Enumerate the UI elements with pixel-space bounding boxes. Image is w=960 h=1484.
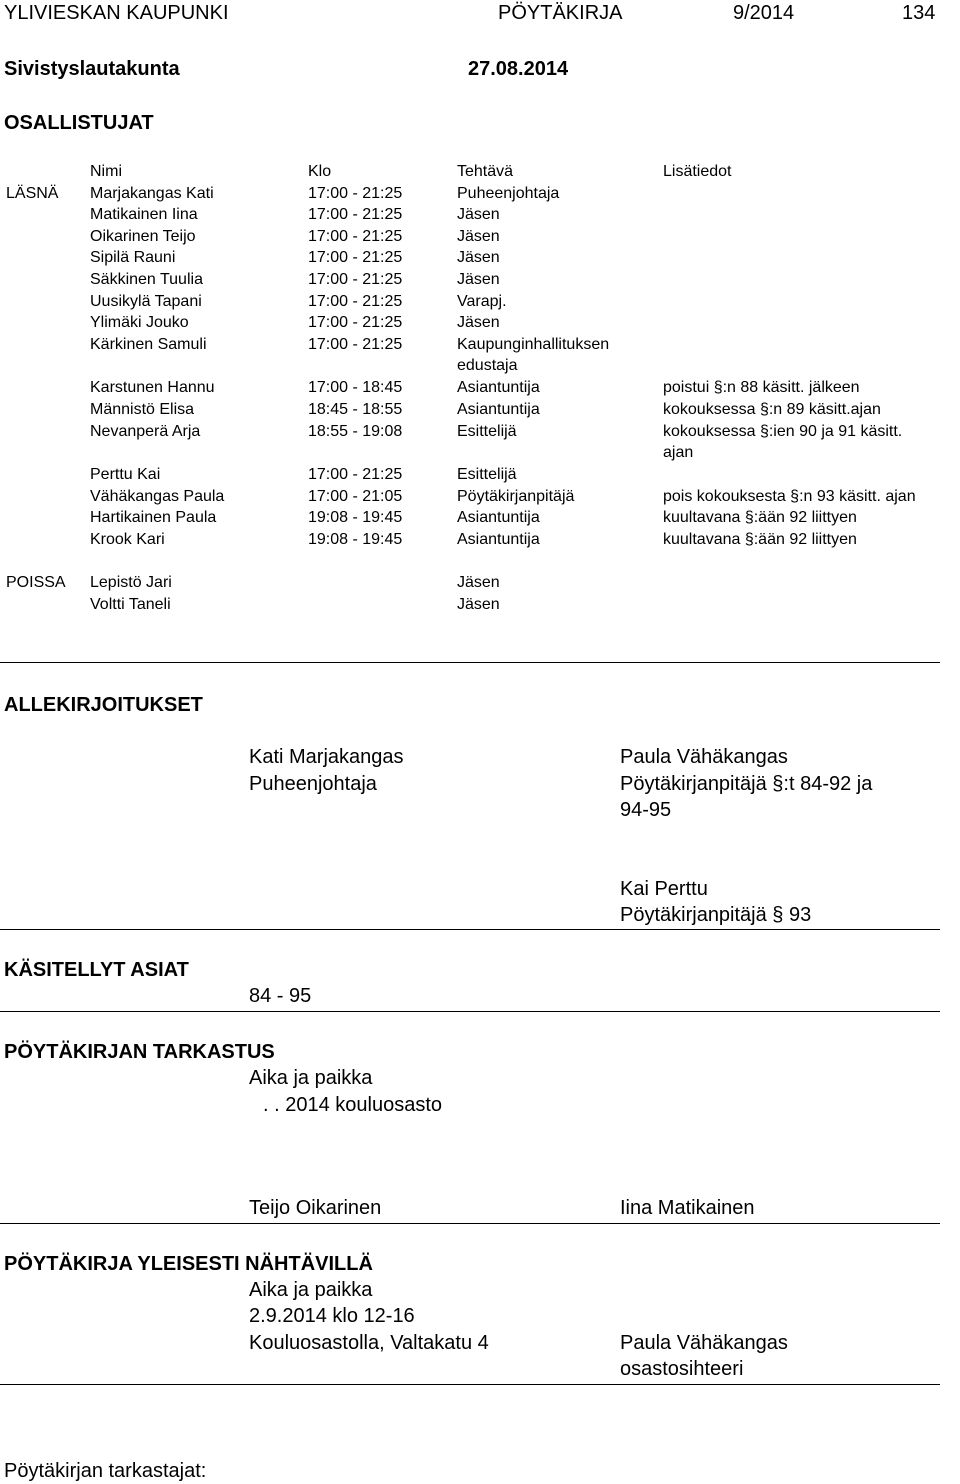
participant-name: Perttu Kai [90,466,161,483]
participant-note: poistui §:n 88 käsitt. jälkeen [663,379,860,396]
present-label: LÄSNÄ [6,185,59,202]
participant-name: Hartikainen Paula [90,509,217,526]
participant-time: 18:45 - 18:55 [308,401,403,418]
public-place: Kouluosastolla, Valtakatu 4 [249,1332,489,1354]
participant-time: 17:00 - 21:25 [308,314,403,331]
public-time: 2.9.2014 klo 12-16 [249,1305,415,1327]
absent-name: Lepistö Jari [90,574,172,591]
signatures-title: ALLEKIRJOITUKSET [4,694,203,716]
participant-time: 17:00 - 21:05 [308,488,403,505]
meeting-date: 27.08.2014 [468,58,569,80]
participant-time: 17:00 - 21:25 [308,336,403,353]
absent-role: Jäsen [457,596,500,613]
participant-role: Asiantuntija [457,401,540,418]
participant-name: Männistö Elisa [90,401,195,418]
public-signer-name: Paula Vähäkangas [620,1332,788,1354]
divider [0,662,940,663]
participant-name: Matikainen Iina [90,206,198,223]
participant-role: Kaupunginhallituksen [457,336,610,353]
participant-time: 18:55 - 19:08 [308,423,403,440]
participant-name: Vähäkangas Paula [90,488,225,505]
participant-name: Kärkinen Samuli [90,336,207,353]
participant-role: Asiantuntija [457,379,540,396]
participant-name: Krook Kari [90,531,165,548]
participant-role: Pöytäkirjanpitäjä [457,488,575,505]
reviewer-1: Teijo Oikarinen [249,1197,382,1219]
handled-title: KÄSITELLYT ASIAT [4,959,189,981]
handled-range: 84 - 95 [249,985,312,1007]
participant-time: 17:00 - 21:25 [308,466,403,483]
column-header-role: Tehtävä [457,163,514,180]
divider [0,1223,940,1224]
participant-time: 17:00 - 21:25 [308,185,403,202]
participant-role: Asiantuntija [457,509,540,526]
participant-role-continued: edustaja [457,357,518,374]
participant-name: Oikarinen Teijo [90,228,196,245]
participant-name: Nevanperä Arja [90,423,201,440]
secretary2-role: Pöytäkirjanpitäjä § 93 [620,904,812,926]
participant-name: Uusikylä Tapani [90,293,202,310]
participant-role: Jäsen [457,314,500,331]
document-type: PÖYTÄKIRJA [498,2,623,24]
participant-note: kokouksessa §:ien 90 ja 91 käsitt. [663,423,903,440]
absent-role: Jäsen [457,574,500,591]
participant-name: Marjakangas Kati [90,185,214,202]
participant-note-continued: ajan [663,444,694,461]
participant-role: Jäsen [457,206,500,223]
participant-name: Säkkinen Tuulia [90,271,203,288]
participant-note: kokouksessa §:n 89 käsitt.ajan [663,401,881,418]
participant-note: kuultavana §:ään 92 liittyen [663,509,857,526]
reviewer-2: Iina Matikainen [620,1197,755,1219]
reviewers-footer-label: Pöytäkirjan tarkastajat: [4,1460,207,1482]
secretary-name: Paula Vähäkangas [620,746,788,768]
participant-time: 19:08 - 19:45 [308,509,403,526]
participant-time: 19:08 - 19:45 [308,531,403,548]
divider [0,929,940,930]
participants-title: OSALLISTUJAT [4,112,154,134]
participant-time: 17:00 - 21:25 [308,228,403,245]
review-title: PÖYTÄKIRJAN TARKASTUS [4,1041,275,1063]
participant-role: Jäsen [457,271,500,288]
participant-name: Karstunen Hannu [90,379,215,396]
secretary-role: Pöytäkirjanpitäjä §:t 84-92 ja [620,773,873,795]
public-signer-role: osastosihteeri [620,1358,744,1380]
participant-time: 17:00 - 21:25 [308,249,403,266]
column-header-notes: Lisätiedot [663,163,732,180]
chair-name: Kati Marjakangas [249,746,404,768]
participant-name: Ylimäki Jouko [90,314,189,331]
participant-time: 17:00 - 21:25 [308,206,403,223]
participant-note: kuultavana §:ään 92 liittyen [663,531,857,548]
public-time-place-label: Aika ja paikka [249,1279,373,1301]
participant-role: Esittelijä [457,423,517,440]
participant-role: Esittelijä [457,466,517,483]
secretary-role-continued: 94-95 [620,799,672,821]
absent-name: Voltti Taneli [90,596,171,613]
participant-role: Asiantuntija [457,531,540,548]
committee-name: Sivistyslautakunta [4,58,180,80]
participant-role: Jäsen [457,249,500,266]
secretary2-name: Kai Perttu [620,878,708,900]
participant-name: Sipilä Rauni [90,249,176,266]
participant-role: Varapj. [457,293,507,310]
participant-time: 17:00 - 21:25 [308,271,403,288]
review-time-place-label: Aika ja paikka [249,1067,373,1089]
chair-role: Puheenjohtaja [249,773,377,795]
participant-role: Jäsen [457,228,500,245]
participant-role: Puheenjohtaja [457,185,560,202]
column-header-time: Klo [308,163,332,180]
divider [0,1011,940,1012]
page-number: 134 [902,2,936,24]
divider [0,1384,940,1385]
participant-note: pois kokouksesta §:n 93 käsitt. ajan [663,488,916,505]
public-display-title: PÖYTÄKIRJA YLEISESTI NÄHTÄVILLÄ [4,1253,373,1275]
absent-label: POISSA [6,574,66,591]
participant-time: 17:00 - 21:25 [308,293,403,310]
organization-name: YLIVIESKAN KAUPUNKI [4,2,229,24]
review-time-place-value: . . 2014 kouluosasto [263,1094,443,1116]
column-header-name: Nimi [90,163,122,180]
participant-time: 17:00 - 18:45 [308,379,403,396]
document-number: 9/2014 [733,2,795,24]
